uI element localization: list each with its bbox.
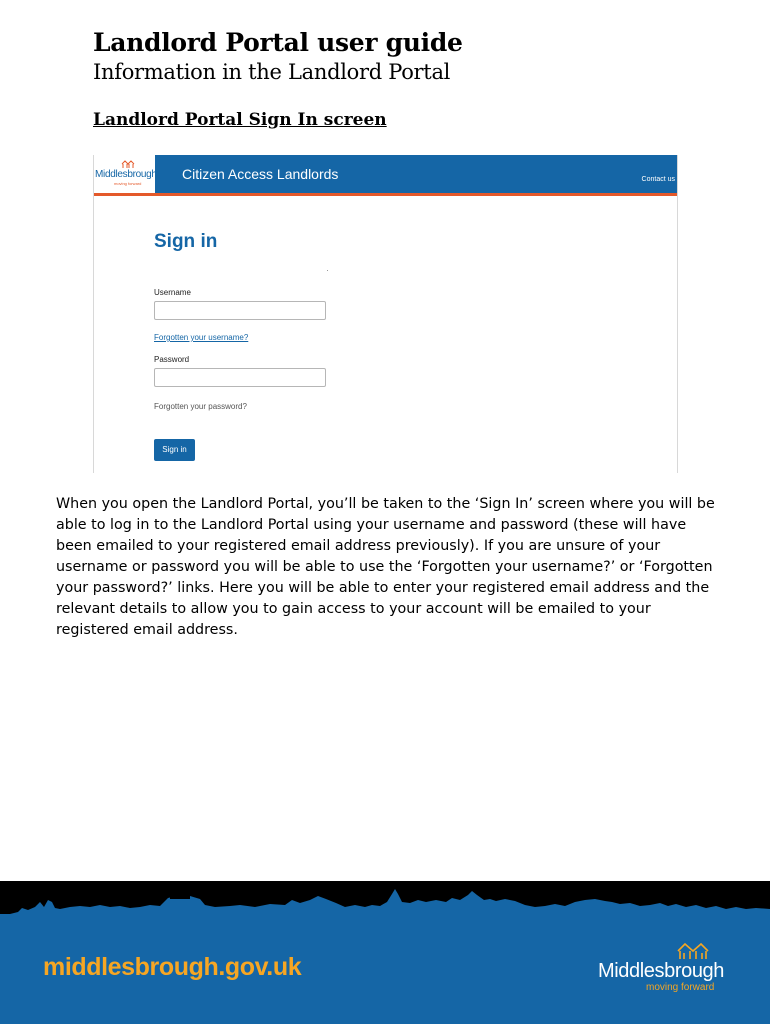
website-link[interactable]: middlesbrough.gov.uk (43, 953, 302, 981)
portal-logo[interactable] (94, 155, 155, 193)
skyline-silhouette (0, 881, 770, 921)
password-input[interactable] (154, 368, 326, 387)
app-title: Citizen Access Landlords (182, 166, 339, 182)
forgotten-password-link[interactable]: Forgotten your password? (154, 402, 247, 411)
sign-in-screenshot (93, 155, 678, 473)
logo-text: Middlesbrough (95, 169, 157, 180)
section-heading: Landlord Portal Sign In screen (93, 110, 387, 130)
logo-tagline: moving forward (646, 982, 715, 993)
sign-in-button[interactable]: Sign in (154, 439, 195, 461)
houses-logo-icon (121, 160, 135, 169)
username-input[interactable] (154, 301, 326, 320)
document-subtitle: Information in the Landlord Portal (93, 60, 451, 84)
username-label: Username (154, 288, 191, 297)
body-paragraph: When you open the Landlord Portal, you’ll be taken to the ‘Sign In’ screen where you will be able to log in to the Landlord Portal using your username and password (these will have been emailed to your registered email address previously). If you are unsure of your username or password you will be able to use the ‘Forgotten your username?’ or ‘Forgotten your password?’ links. Here you will be able to enter your registered email address and the relevant details to allow you to gain access to your account will be emailed to your registered email address. (56, 496, 715, 638)
logo-tagline: moving forward (114, 181, 142, 186)
password-label: Password (154, 355, 190, 364)
houses-logo-icon (676, 942, 710, 960)
forgotten-username-link[interactable]: Forgotten your username? (154, 333, 249, 342)
portal-header (94, 155, 677, 196)
document-title: Landlord Portal user guide (93, 28, 463, 57)
middlesbrough-logo (598, 942, 748, 992)
sign-in-heading: Sign in (154, 231, 218, 252)
footer-banner (0, 881, 770, 1024)
logo-name: Middlesbrough (598, 960, 724, 982)
divider-dot (327, 270, 328, 271)
contact-us-link[interactable]: Contact us (641, 176, 675, 183)
